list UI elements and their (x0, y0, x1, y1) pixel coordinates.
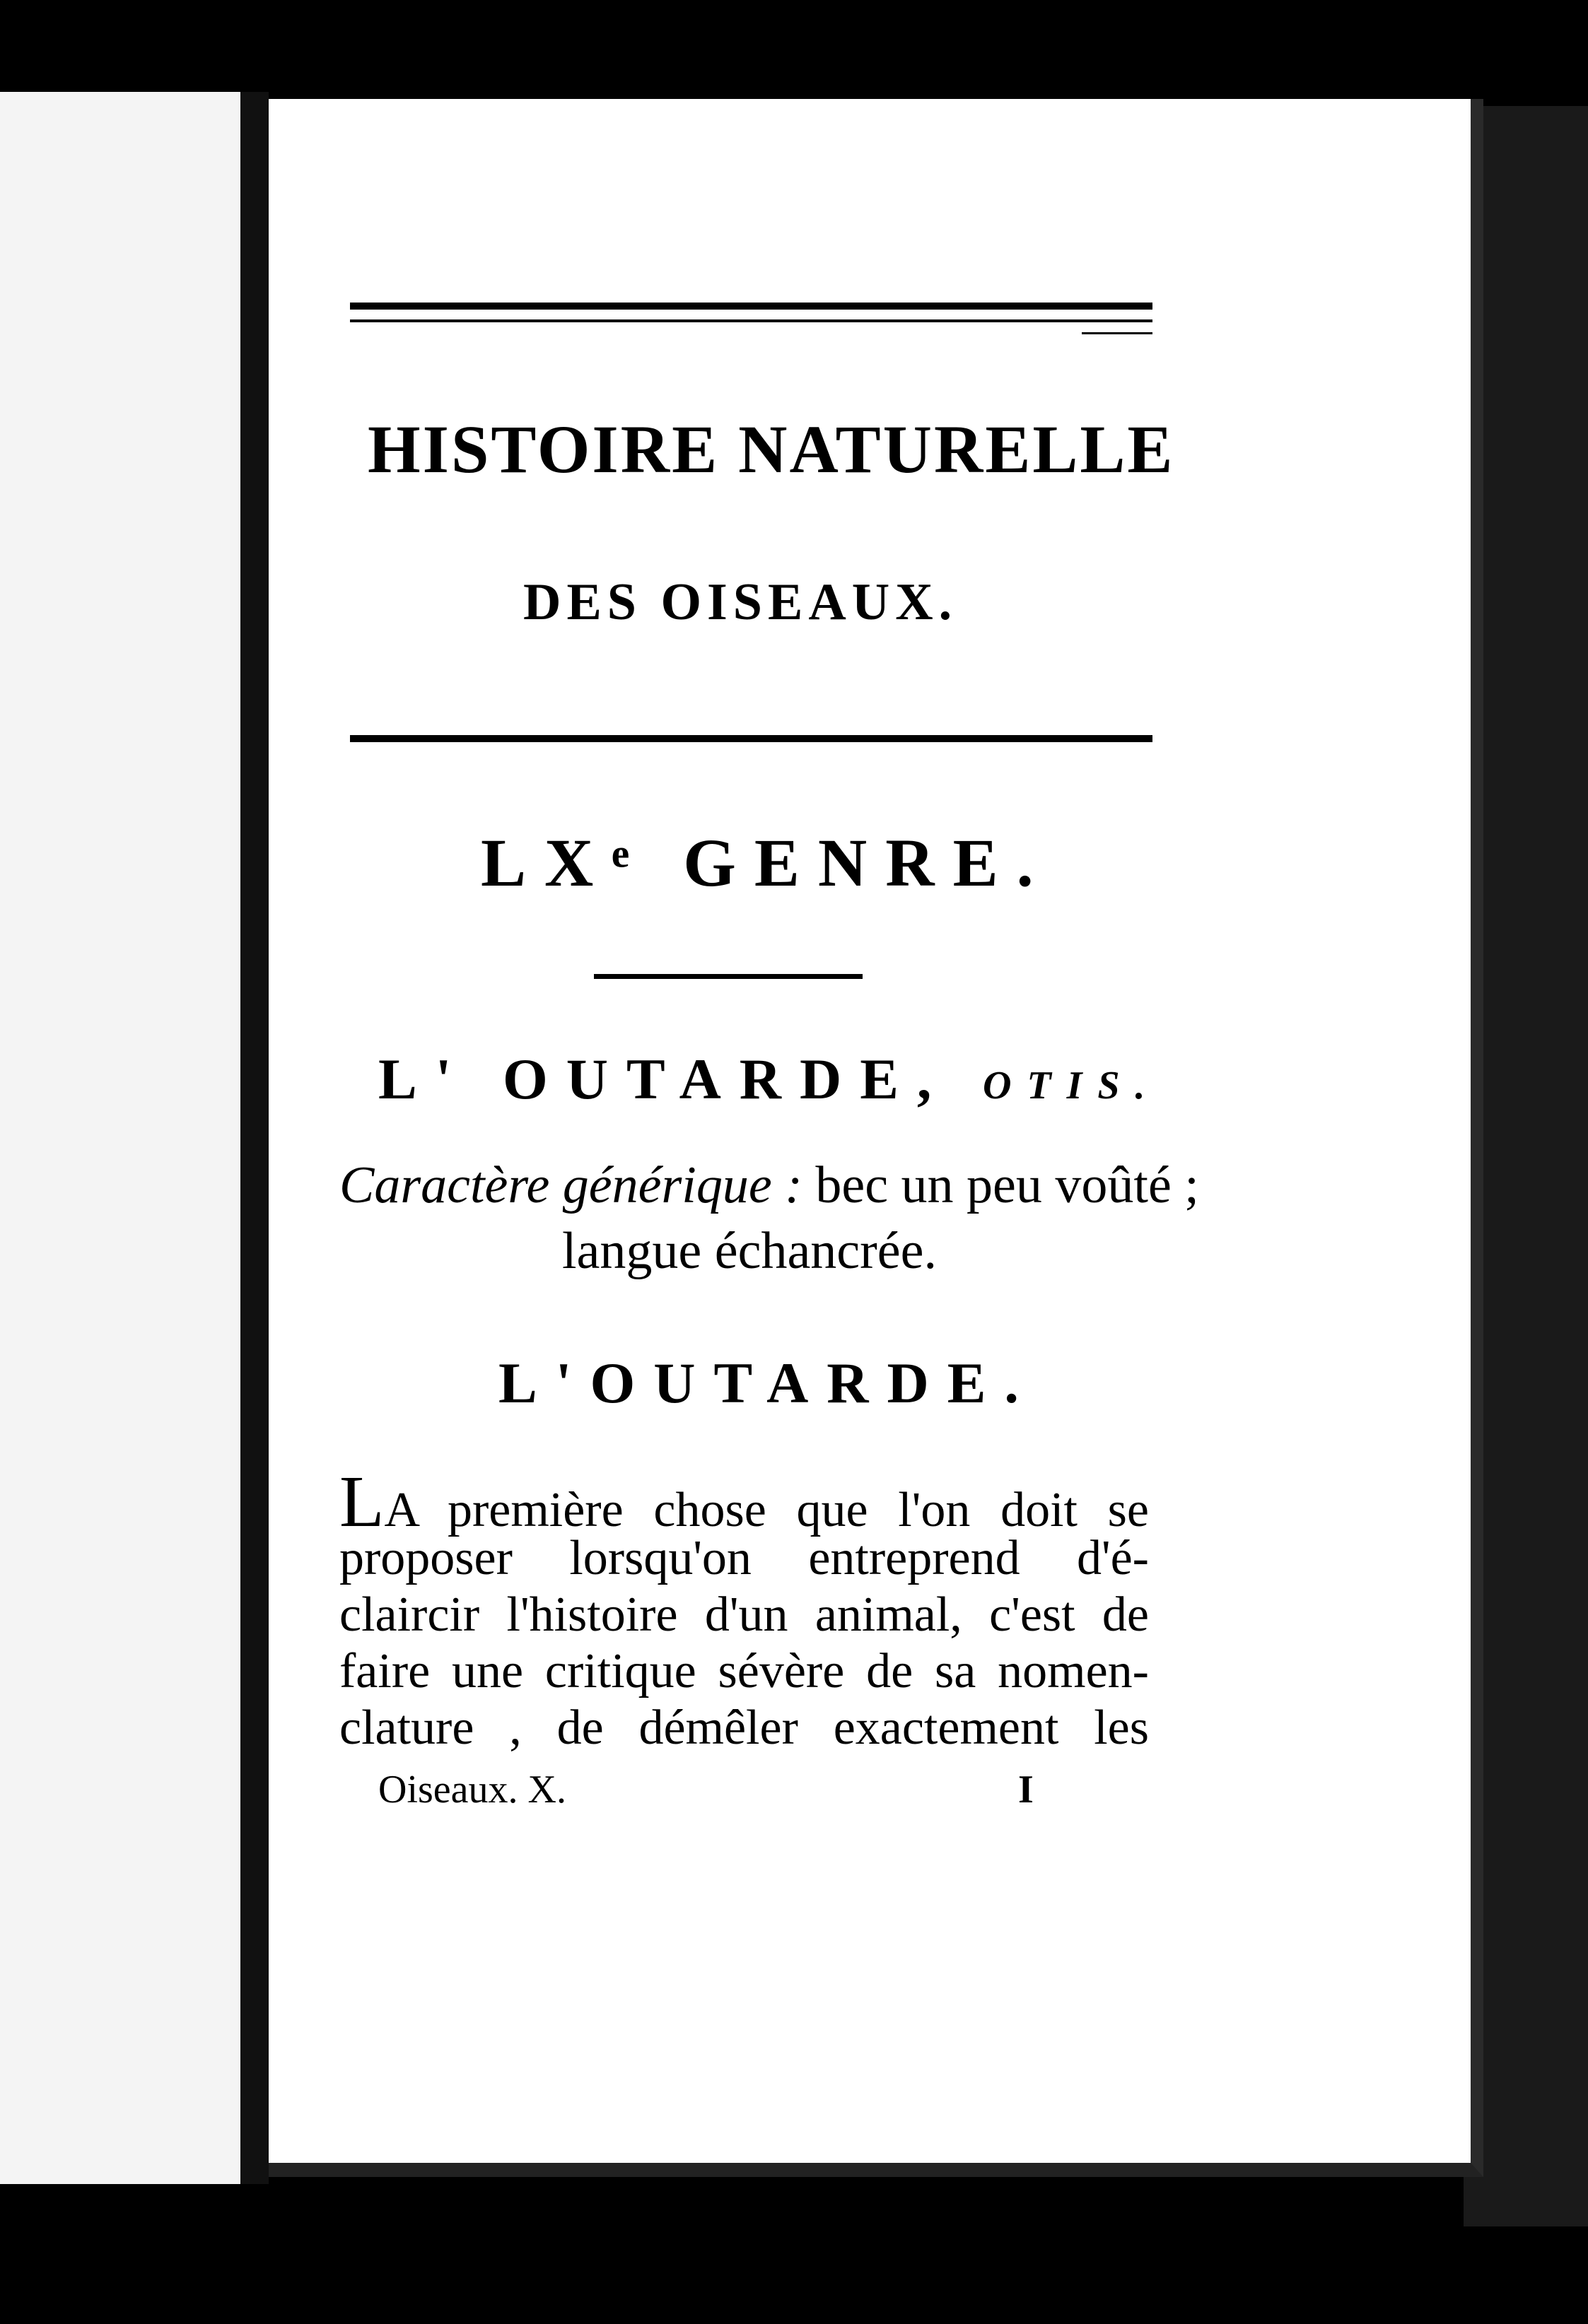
top-rule-thick (350, 303, 1152, 310)
generic-character-line1 (339, 1156, 1199, 1216)
drop-cap: L (339, 1461, 385, 1542)
section-rule (350, 735, 1152, 742)
section-heading: L'OUTARDE. (498, 1351, 1037, 1415)
short-rule (594, 974, 863, 979)
signature-mark: Oiseaux. X. (378, 1768, 566, 1812)
generic-character-text1: bec un peu voûté ; (815, 1156, 1199, 1214)
species-latin: OTIS. (982, 1064, 1161, 1108)
generic-character-line2: langue échancrée. (562, 1222, 937, 1280)
body-line-2: proposer lorsqu'on entreprend d'é- (339, 1531, 1149, 1585)
generic-character-label: Caractère générique : (339, 1156, 802, 1214)
top-rule-thin-2 (1082, 332, 1152, 334)
page-gutter (240, 92, 269, 2184)
species-name: L' OUTARDE, (378, 1047, 950, 1111)
body-line-3: claircir l'histoire d'un animal, c'est de (339, 1588, 1149, 1642)
species-heading (378, 1046, 1161, 1113)
top-rule-thin (350, 319, 1152, 322)
page-title: HISTOIRE NATURELLE (368, 411, 1175, 487)
page-subtitle: DES OISEAUX. (523, 573, 958, 631)
body-line-4: faire une critique sévère de sa nomen- (339, 1644, 1149, 1698)
body-line-5: clature , de démêler exactement les (339, 1701, 1149, 1755)
facing-page-edge (0, 92, 255, 2184)
genre-heading: LXᵉ GENRE. (481, 825, 1052, 900)
page-number: I (1018, 1768, 1034, 1812)
body-line-1-text: A première chose que l'on doit se (384, 1483, 1149, 1537)
